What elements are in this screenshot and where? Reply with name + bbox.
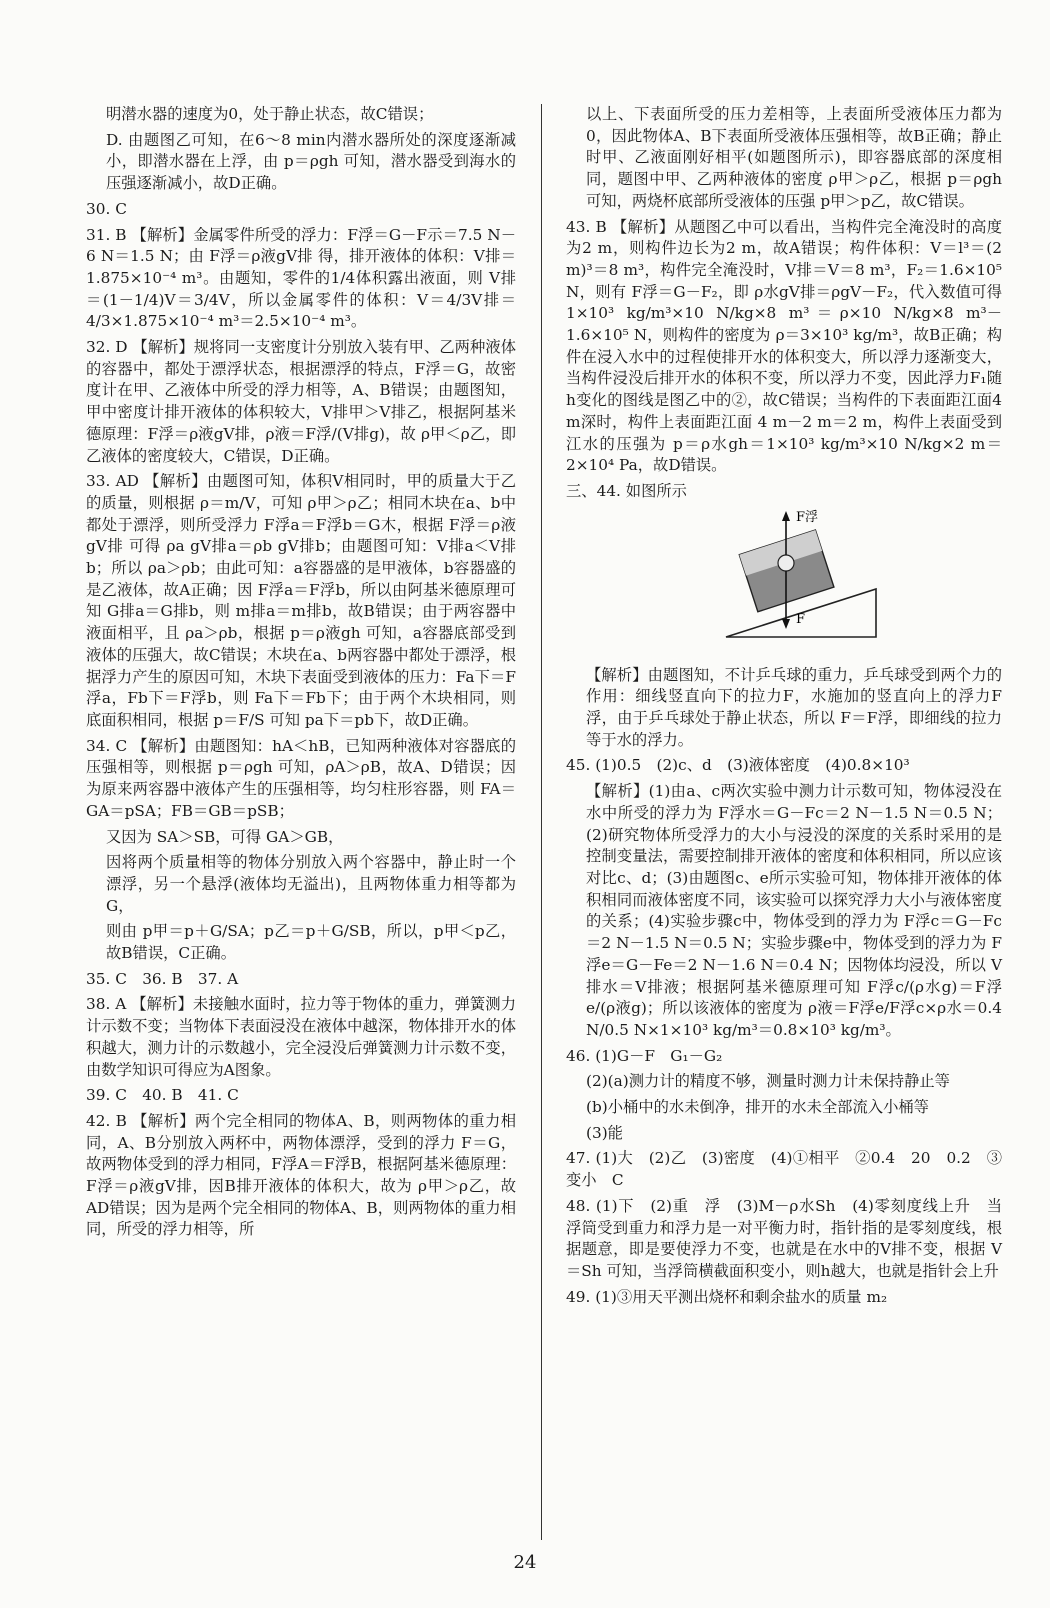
answer-paragraph: 【解析】由题图知，不计乒乓球的重力，乒乓球受到两个力的作用：细线竖直向下的拉力F，水施加的竖直向上的浮力F浮，由于乒乓球处于静止状态，所以 F＝F浮，即细线的拉力等于水的浮力。 [586, 665, 1002, 749]
answer-paragraph: 又因为 SA＞SB，可得 GA＞GB， [106, 827, 344, 846]
answer-paragraph: (b)小桶中的水未倒净，排开的水未全部流入小桶等 [586, 1098, 929, 1117]
answer-paragraph: (3)能 [586, 1123, 623, 1142]
answer-paragraph: 因将两个质量相等的物体分别放入两个容器中，静止时一个漂浮，另一个悬浮(液体均无溢出)，且两物体重力相等都为G， [106, 853, 516, 915]
answer-paragraph: 48. (1)下 (2)重 浮 (3)M－ρ水Sh (4)零刻度线上升 当浮筒受到重力和浮力是一对平衡力时，指针指的是零刻度线，根据题意，即是要使浮力不变，也就是在水中的V排不变，根据 V＝Sh 可知，当浮筒横截面积变小，则h越大，也就是指针会上升 [566, 1196, 1002, 1280]
answer-paragraph: 38. A 【解析】未接触水面时，拉力等于物体的重力，弹簧测力计示数不变；当物体下表面浸没在液体中越深，物体排开水的体积越大，测力计的示数越小，完全浸没后弹簧测力计示数不变，由数学知识可得应为A图象。 [86, 995, 516, 1079]
answer-paragraph: 【解析】(1)由a、c两次实验中测力计示数可知，物体浸没在水中所受的浮力为 F浮水＝G－Fc＝2 N－1.5 N＝0.5 N；(2)研究物体所受浮力的大小与浸没的深度的关系时采用的是控制变量法，需要控制排开液体的密度和体积相同，所以应该对比c、d；(3)由题图c、e所示实验可知，物体排开液体的体积相同而液体密度不同，该实验可以探究浮力大小与液体密度的关系；(4)实验步骤c中，物体受到的浮力为 F浮c＝G－Fc＝2 N－1.5 N＝0.5 N；实验步骤e中，物体受到的浮力为 F浮e＝G－Fe＝2 N－1.6 N＝0.4 N；因物体均浸没，所以 V排水＝V排液；根据阿基米德原理可知 F浮c/(ρ水g)＝F浮e/(ρ液g)；所以该液体的密度为 ρ液＝F浮e/F浮c×ρ水＝0.4 N/0.5 N×1×10³ kg/m³＝0.8×10³ kg/m³。 [586, 782, 1002, 1039]
answer-paragraph: 30. C [86, 199, 127, 218]
answer-paragraph: 46. (1)G－F G₁－G₂ [566, 1046, 723, 1065]
answer-paragraph: 49. (1)③用天平测出烧杯和剩余盐水的质量 m₂ [566, 1287, 888, 1306]
page-number: 24 [513, 1552, 537, 1573]
answer-paragraph: 三、44. 如图所示 [566, 481, 687, 500]
figure-label-pull: F [796, 611, 806, 627]
answer-paragraph: D. 由题图乙可知，在6～8 min内潜水器所处的深度逐渐减小，即潜水器在上浮，由 p＝ρgh 可知，潜水器受到海水的压强逐渐减小，故D正确。 [106, 130, 516, 193]
answer-paragraph: 32. D 【解析】规将同一支密度计分别放入装有甲、乙两种液体的容器中，都处于漂浮状态，根据漂浮的特点，F浮＝G，故密度计在甲、乙液体中所受的浮力相等，A、B错误；由题图知，甲中密度计排开液体的体积较大，V排甲＞V排乙，根据阿基米德原理：F浮＝ρ液gV排，ρ液＝F浮/(V排g)，故 ρ甲＜ρ乙，即乙液体的密度较大，C错误，D正确。 [86, 338, 516, 465]
answer-paragraph: 31. B 【解析】金属零件所受的浮力：F浮＝G－F示＝7.5 N－6 N＝1.5 N；由 F浮＝ρ液gV排 得，排开液体的体积：V排＝1.875×10⁻⁴ m³。由题知，零件的1/4体积露出液面，则 V排＝(1－1/4)V＝3/4V，所以金属零件的体积：V＝4/3V排＝4/3×1.875×10⁻⁴ m³＝2.5×10⁻⁴ m³。 [86, 225, 516, 331]
answer-paragraph: 42. B 【解析】两个完全相同的物体A、B，则两物体的重力相同，A、B分别放入两杯中，两物体漂浮，受到的浮力 F＝G，故两物体受到的浮力相同，F浮A＝F浮B，根据阿基米德原理：F浮＝ρ液gV排，因B排开液体的体积大，故为 ρ甲＞ρ乙，故AD错误；因为是两个完全相同的物体A、B，则两物体的重力相同，所受的浮力相等，所 [86, 1111, 516, 1239]
answer-paragraph: 35. C 36. B 37. A [86, 969, 239, 988]
answer-paragraph: 34. C 【解析】由题图知：hA＜hB，已知两种液体对容器底的压强相等，则根据 p＝ρgh 可知，ρA＞ρB，故A、D错误；因为原来两容器中液体产生的压强相等，均匀柱形容器，则 FA＝GA＝pSA；FB＝GB＝pSB； [86, 736, 516, 820]
answer-paragraph: 39. C 40. B 41. C [86, 1086, 239, 1105]
answer-paragraph: 33. AD 【解析】由题图可知，体积V相同时，甲的质量大于乙的质量，则根据 ρ＝m/V，可知 ρ甲＞ρ乙；相同木块在a、b中都处于漂浮，则所受浮力 F浮a＝F浮b＝G木，根据 F浮＝ρ液gV排 可得 ρa gV排a＝ρb gV排b；由题图可知：V排a＜V排b；所以 ρa＞ρb；由此可知：a容器盛的是甲液体，b容器盛的是乙液体，故A正确；因 F浮a＝F浮b，所以由阿基米德原理可知 G排a＝G排b，则 m排a＝m排b，故B错误；由于两容器中液面相平，且 ρa＞ρb，根据 p＝ρ液gh 可知，a容器底部受到液体的压强大，故C错误；木块在a、b两容器中都处于漂浮，根据浮力产生的原因可知，木块下表面受到液体的压力：Fa下＝F浮a，Fb下＝F浮b，则 Fa下＝Fb下；由于两个木块相同，则底面积相同，根据 p＝F/S 可知 pa下＝pb下，故D正确。 [86, 472, 516, 729]
force-diagram [716, 509, 886, 659]
answer-paragraph: (2)(a)测力计的精度不够，测量时测力计未保持静止等 [586, 1072, 950, 1091]
answer-paragraph: 明潜水器的速度为0，处于静止状态，故C错误； [106, 105, 434, 123]
answer-paragraph: 43. B 【解析】从题图乙中可以看出，当构件完全淹没时的高度为2 m，则构件边长为2 m，故A错误；构件体积：V＝l³＝(2 m)³＝8 m³，构件完全淹没时，V排＝V＝8 m³，F₂＝1.6×10⁵ N，则有 F浮＝G－F₂，即 ρ水gV排＝ρgV－F₂，代入数值可得 1×10³ kg/m³×10 N/kg×8 m³＝ρ×10 N/kg×8 m³－1.6×10⁵ N，则构件的密度为 ρ＝3×10³ kg/m³，故B正确；构件在浸入水中的过程使排开水的体积变大，所以浮力逐渐变大，当构件浸没后排开水的体积不变，所以浮力不变，因此浮力F₁随h变化的图线是图乙中的②，故C错误；当构件的下表面距江面4 m深时，构件上表面距江面 4 m－2 m＝2 m，构件上表面受到江水的压强为 p＝ρ水gh＝1×10³ kg/m³×10 N/kg×2 m＝2×10⁴ Pa，故D错误。 [566, 217, 1002, 475]
right-column [566, 104, 1002, 1312]
left-column [86, 104, 516, 1245]
answer-paragraph: 45. (1)0.5 (2)c、d (3)液体密度 (4)0.8×10³ [566, 756, 910, 775]
figure-label-buoyancy: F浮 [796, 509, 819, 525]
answer-paragraph: 则由 p甲＝p＋G/SA；p乙＝p＋G/SB，所以，p甲＜p乙，故B错误，C正确。 [106, 922, 516, 963]
column-divider [541, 104, 542, 1540]
answer-paragraph: 以上、下表面所受的压力差相等，上表面所受液体压力都为0，因此物体A、B下表面所受液体压强相等，故B正确；静止时甲、乙液面刚好相平(如题图所示)，即容器底部的深度相同，题图中甲、乙两种液体的密度 ρ甲＞ρ乙，根据 p＝ρgh 可知，两烧杯底部所受液体的压强 p甲＞p乙，故C错误。 [586, 105, 1002, 210]
answer-paragraph: 47. (1)大 (2)乙 (3)密度 (4)①相平 ②0.4 20 0.2 ③变小 C [566, 1149, 1002, 1190]
